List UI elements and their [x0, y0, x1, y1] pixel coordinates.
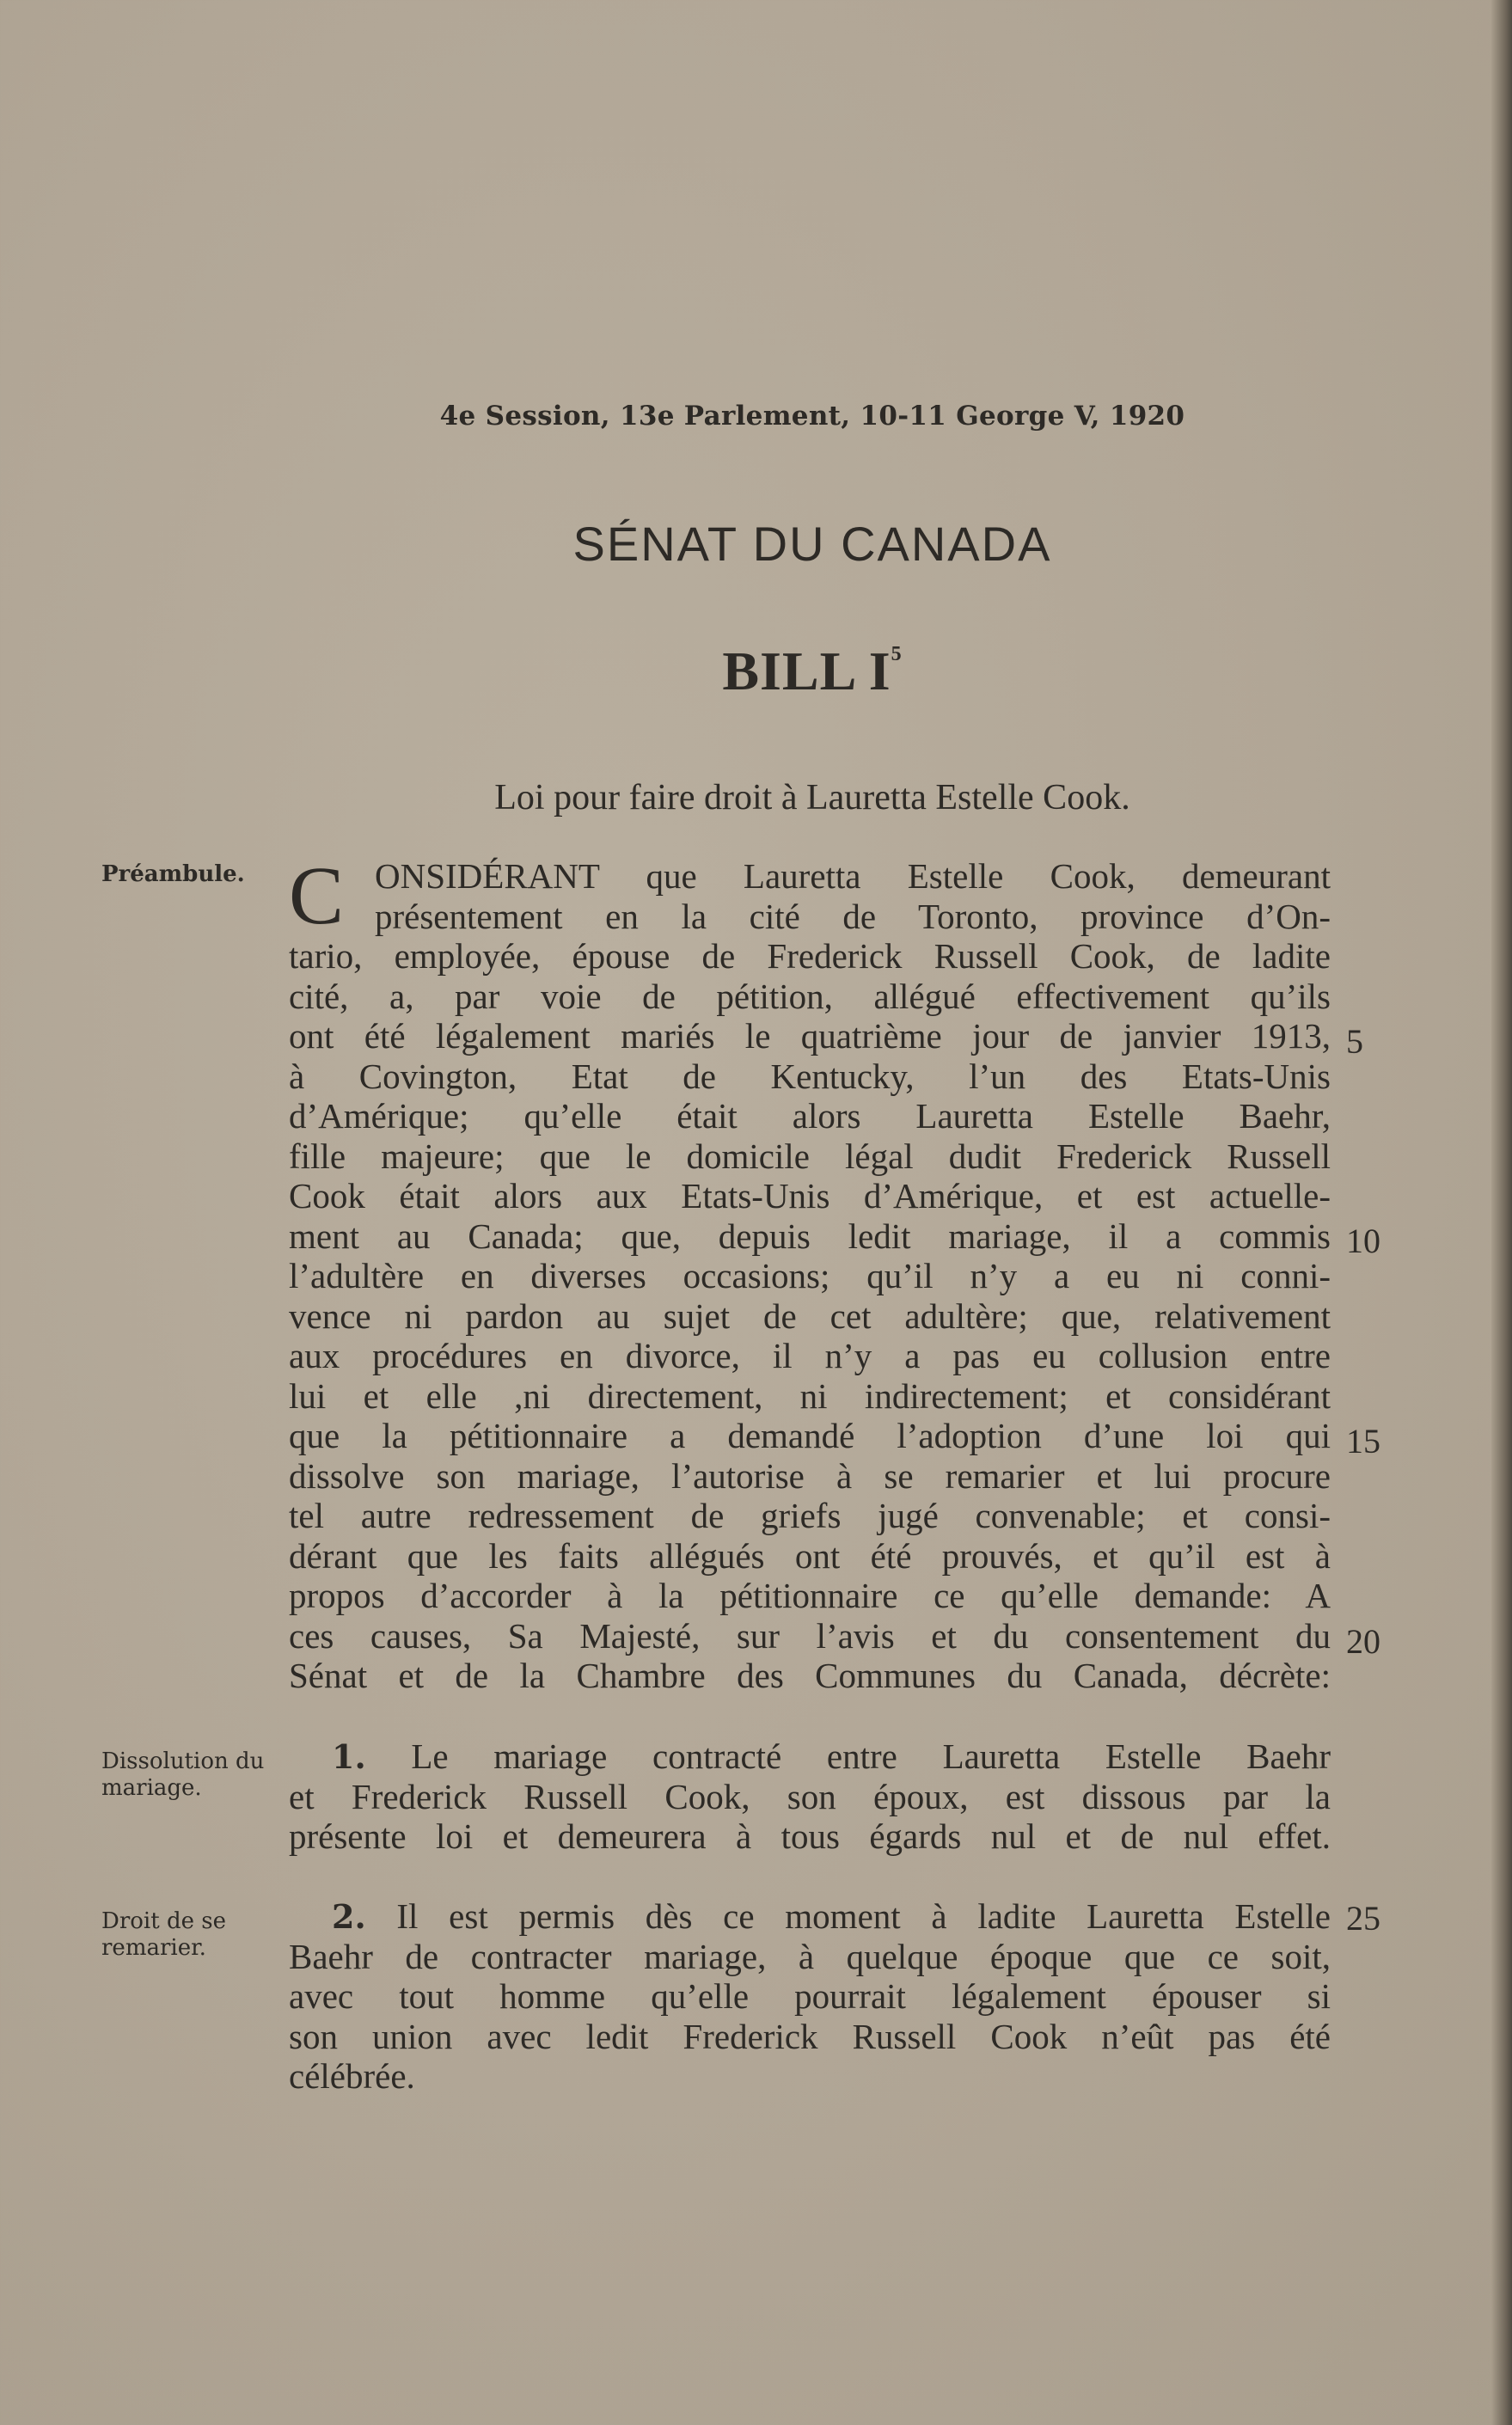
preamble-line: propos d’accorder à la pétitionnaire ce qu’elle demande: A	[289, 1576, 1331, 1615]
preamble-line: tel autre redressement de griefs jugé convenable; et consi-	[289, 1496, 1331, 1535]
session-heading: 4e Session, 13e Parlement, 10-11 George V, 1920	[439, 401, 1185, 432]
preamble-paragraph	[289, 849, 1331, 1696]
margin-note-remarry: Droit de se remarier.	[101, 1908, 226, 1961]
margin-note-dissolution: Dissolution du mariage.	[101, 1748, 265, 1801]
margin-note-preamble: Préambule.	[101, 861, 245, 887]
bill-title: BILL I	[722, 640, 891, 701]
article-line	[289, 1736, 1331, 1777]
preamble-line: vence ni pardon au sujet de cet adultère; que, relativement	[289, 1295, 1331, 1336]
preamble-line: l’adultère en diverses occasions; qu’il n’y a eu ni conni-	[289, 1256, 1331, 1295]
article-1	[289, 1736, 1331, 1857]
article-2	[289, 1896, 1331, 2097]
line-number: 20	[1346, 1622, 1380, 1661]
preamble-line: tario, employée, épouse de Frederick Russell Cook, de ladite	[289, 936, 1331, 976]
article-line	[289, 1896, 1331, 1937]
preamble-line: aux procédures en divorce, il n’y a pas eu collusion entre	[289, 1336, 1331, 1375]
preamble-line: cité, a, par voie de pétition, allégué effectivement qu’ils	[289, 976, 1331, 1016]
chamber-heading: SÉNAT DU CANADA	[572, 517, 1052, 571]
article-line: présente loi et demeurera à tous égards nul et de nul effet.	[289, 1816, 1331, 1856]
preamble-line: dissolve son mariage, l’autorise à se remarier et lui procure	[289, 1455, 1331, 1496]
preamble-line: ont été légalement mariés le quatrième jour de janvier 1913,	[289, 1016, 1331, 1056]
article-line: son union avec ledit Frederick Russell Cook n’eût pas été	[289, 2016, 1331, 2056]
preamble-line: dérant que les faits allégués ont été prouvés, et qu’il est à	[289, 1535, 1331, 1576]
preamble-line: que la pétitionnaire a demandé l’adoption d’une loi qui	[289, 1416, 1331, 1455]
line-number: 5	[1346, 1022, 1363, 1061]
dropcap-letter: C	[289, 849, 345, 941]
line-number: 25	[1346, 1899, 1380, 1938]
line-number: 15	[1346, 1422, 1380, 1461]
preamble-line: ment au Canada; que, depuis ledit mariage, il a commis	[289, 1216, 1331, 1256]
line-number: 10	[1346, 1222, 1380, 1260]
article-2-first-line: Il est permis dès ce moment à ladite Lauretta Estelle	[365, 1896, 1331, 1936]
preamble-line: à Covington, Etat de Kentucky, l’un des Etats-Unis	[289, 1056, 1331, 1096]
preamble-line: Cook était alors aux Etats-Unis d’Amérique, et est actuelle-	[289, 1176, 1331, 1216]
page-edge	[1491, 0, 1512, 2425]
bill-superscript: 5	[891, 643, 903, 665]
preamble-line: ONSIDÉRANT que Lauretta Estelle Cook, demeurant	[375, 856, 1331, 896]
article-line: et Frederick Russell Cook, son époux, est dissous par la	[289, 1776, 1331, 1816]
article-1-first-line: Le mariage contracté entre Lauretta Estelle Baehr	[365, 1736, 1331, 1776]
article-line: célébrée.	[289, 2056, 415, 2096]
preamble-line: présentement en la cité de Toronto, province d’On-	[375, 896, 1331, 936]
article-1-number: 1.	[332, 1737, 366, 1776]
article-line: Baehr de contracter mariage, à quelque époque que ce soit,	[289, 1936, 1331, 1976]
article-2-number: 2.	[332, 1897, 366, 1936]
preamble-line: Sénat et de la Chambre des Communes du Canada, décrète:	[289, 1656, 1331, 1695]
article-line: avec tout homme qu’elle pourrait légalement épouser si	[289, 1976, 1331, 2016]
bill-subtitle: Loi pour faire droit à Lauretta Estelle Cook.	[494, 778, 1130, 818]
preamble-line: d’Amérique; qu’elle était alors Lauretta Estelle Baehr,	[289, 1096, 1331, 1136]
preamble-line: lui et elle ,ni directement, ni indirectement; et considérant	[289, 1375, 1331, 1416]
preamble-line: fille majeure; que le domicile légal dudit Frederick Russell	[289, 1136, 1331, 1176]
preamble-line: ces causes, Sa Majesté, sur l’avis et du consentement du	[289, 1615, 1331, 1656]
bill-heading	[0, 640, 1512, 703]
